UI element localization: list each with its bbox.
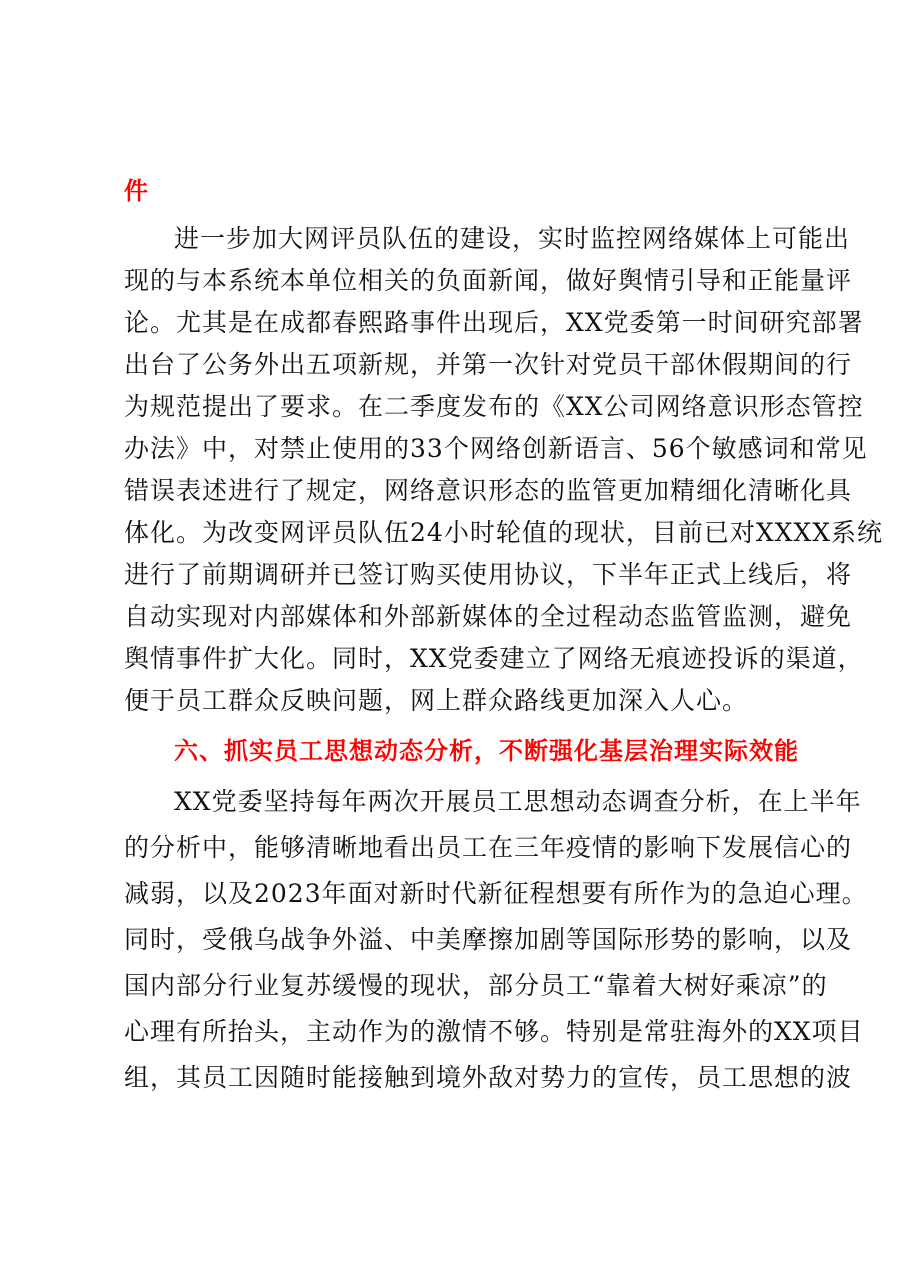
- paragraph-line: 体化。为改变网评员队伍24小时轮值的现状，目前已对XXXX系统: [124, 518, 884, 547]
- paragraph-line: 组，其员工因随时能接触到境外敌对势力的宣传，员工思想的波: [124, 1063, 853, 1092]
- paragraph-line: 进行了前期调研并已签订购买使用协议，下半年正式上线后，将: [124, 560, 853, 589]
- paragraph-line: 进一步加大网评员队伍的建设，实时监控网络媒体上可能出: [174, 224, 851, 253]
- paragraph-line: XX党委坚持每年两次开展员工思想动态调查分析，在上半年: [174, 787, 862, 816]
- paragraph-line: 现的与本系统本单位相关的负面新闻，做好舆情引导和正能量评: [124, 266, 853, 295]
- paragraph-line: 出台了公务外出五项新规，并第一次针对党员干部休假期间的行: [124, 350, 853, 379]
- heading-fragment: 件: [124, 177, 149, 205]
- paragraph-line: 错误表述进行了规定，网络意识形态的监管更加精细化清晰化具: [124, 476, 853, 505]
- paragraph-line: 便于员工群众反映问题，网上群众路线更加深入人心。: [124, 686, 749, 715]
- paragraph-line: 的分析中，能够清晰地看出员工在三年疫情的影响下发展信心的: [124, 833, 853, 862]
- paragraph-line: 自动实现对内部媒体和外部新媒体的全过程动态监管监测，避免: [124, 602, 853, 631]
- paragraph-line: 为规范提出了要求。在二季度发布的《XX公司网络意识形态管控: [124, 392, 864, 421]
- section-heading: 六、抓实员工思想动态分析，不断强化基层治理实际效能: [174, 737, 799, 765]
- paragraph-line: 心理有所抬头，主动作为的激情不够。特别是常驻海外的XX项目: [124, 1017, 864, 1046]
- paragraph-line: 同时，受俄乌战争外溢、中美摩擦加剧等国际形势的影响，以及: [124, 925, 853, 954]
- paragraph-line: 舆情事件扩大化。同时，XX党委建立了网络无痕迹投诉的渠道，: [124, 644, 864, 673]
- paragraph-line: 办法》中，对禁止使用的33个网络创新语言、56个敏感词和常见: [124, 434, 868, 463]
- paragraph-line: 国内部分行业复苏缓慢的现状，部分员工“靠着大树好乘凉”的: [124, 971, 828, 1000]
- paragraph-line: 论。尤其是在成都春熙路事件出现后，XX党委第一时间研究部署: [124, 308, 864, 337]
- paragraph-line: 减弱，以及2023年面对新时代新征程想要有所作为的急迫心理。: [124, 879, 868, 908]
